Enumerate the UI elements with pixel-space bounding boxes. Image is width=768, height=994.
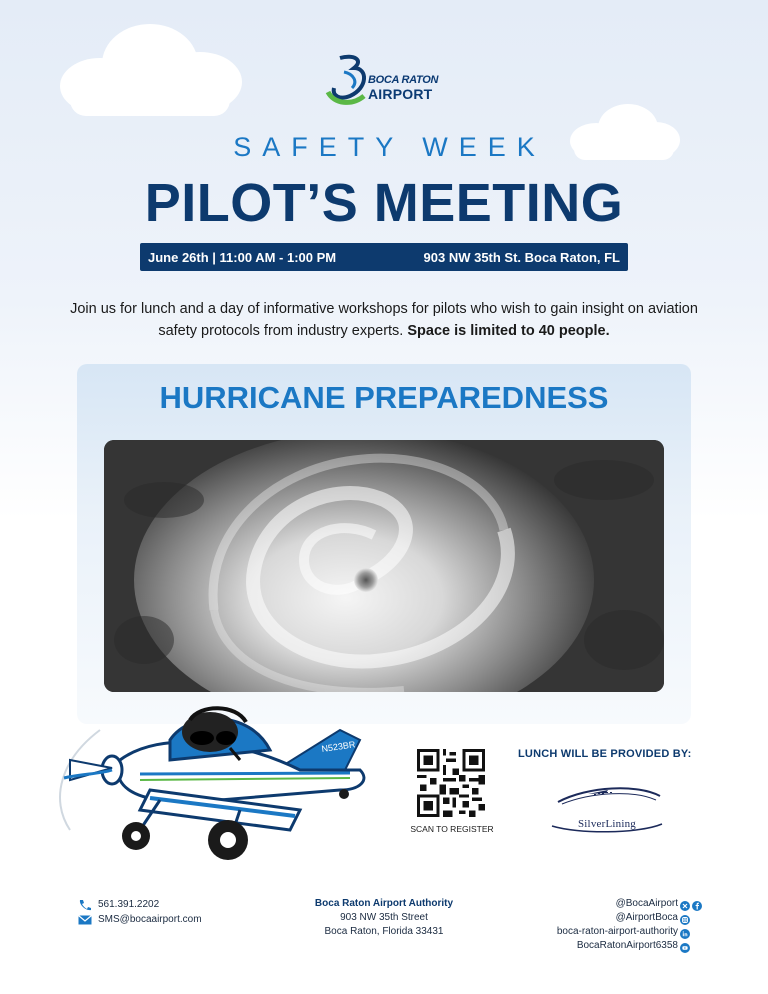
cartoon-plane-icon — [40, 690, 420, 860]
event-title: PILOT’S MEETING — [144, 173, 624, 233]
email-address[interactable]: SMS@bocaairport.com — [98, 914, 202, 925]
org-address-block — [284, 897, 484, 939]
logo-line-1: BOCA RATON — [368, 74, 439, 86]
sponsor-name: SilverLining — [577, 818, 636, 830]
logo-line-2: AIRPORT — [368, 86, 433, 102]
tail-number: N523BR — [320, 739, 356, 754]
register-label: SCAN TO REGISTER — [410, 824, 494, 834]
social-handle-x-facebook[interactable]: @BocaAirport — [615, 898, 678, 909]
social-icons — [680, 899, 704, 955]
hurricane-image — [104, 440, 664, 692]
phone-row — [78, 897, 202, 912]
cloud-left — [40, 14, 260, 124]
x-icon[interactable] — [680, 901, 690, 911]
event-date-time: June 26th | 11:00 AM - 1:00 PM — [148, 249, 337, 265]
org-name: Boca Raton Airport Authority — [314, 898, 454, 909]
social-handle-linkedin[interactable]: boca-raton-airport-authority — [556, 926, 678, 937]
qr-code-icon[interactable] — [417, 749, 485, 817]
topic-title: HURRICANE PREPAREDNESS — [159, 380, 609, 415]
event-info-bar — [140, 243, 628, 271]
org-street: 903 NW 35th Street — [340, 912, 428, 923]
hurricane-satellite-icon — [104, 440, 664, 692]
youtube-icon[interactable] — [680, 943, 690, 953]
phone-icon — [78, 899, 92, 911]
social-handles — [557, 897, 678, 953]
org-city: Boca Raton, Florida 33431 — [324, 926, 444, 937]
event-subtitle: SAFETY WEEK — [233, 132, 546, 162]
linkedin-icon[interactable] — [680, 929, 690, 939]
facebook-icon[interactable] — [692, 901, 702, 911]
intro-emphasis: Space is limited to 40 people. — [407, 323, 610, 339]
event-address: 903 NW 35th St. Boca Raton, FL — [423, 249, 620, 265]
email-row — [78, 912, 202, 927]
contact-block — [78, 897, 202, 927]
intro-body: Join us for lunch and a day of informative workshops for pilots who wish to gain insight on aviation safety protocols from industry experts. — [70, 301, 698, 339]
social-handle-instagram[interactable]: @AirportBoca — [615, 912, 678, 923]
email-icon — [78, 914, 92, 926]
intro-text — [60, 298, 708, 342]
social-handle-youtube[interactable]: BocaRatonAirport6358 — [576, 940, 678, 951]
phone-number[interactable]: 561.391.2202 — [98, 899, 160, 910]
lunch-label: LUNCH WILL BE PROVIDED BY: — [518, 748, 692, 760]
instagram-icon[interactable] — [680, 915, 690, 925]
